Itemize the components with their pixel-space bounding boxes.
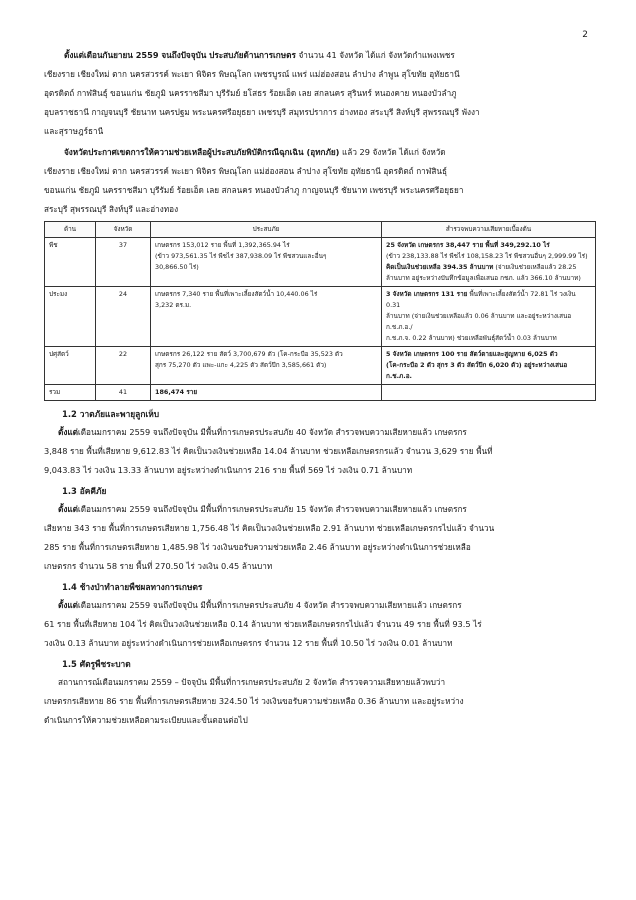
intro-text: อุบลราชธานี กาญจนบุรี ชัยนาท นครปฐม พระนครศรีอยุธยา เพชรบุรี สมุทรปราการ อ่างทอง สระบุรี สิงห์บุรี สุพรรณบุรี พังงา: [44, 107, 480, 117]
section-text: เสียหาย 343 ราย พื้นที่การเกษตรเสียหาย 1,756.48 ไร่ คิดเป็นวงเงินช่วยเหลือ 2.91 ล้านบาท ช่วยเหลือเกษตรกรไปแล้ว จำนวน: [44, 523, 495, 533]
intro-text: และสุราษฎร์ธานี: [44, 126, 104, 136]
row-category: ประมง: [45, 287, 96, 347]
affected-line: เกษตรกร 26,122 ราย สัตว์ 3,700,679 ตัว (โค-กระบือ 35,523 ตัว: [155, 350, 343, 358]
intro-paragraph-1: [44, 46, 596, 141]
intro-lead-2: จังหวัดประกาศเขตการให้ความช่วยเหลือผู้ประสบภัยพิบัติกรณีฉุกเฉิน (อุทกภัย): [64, 147, 340, 157]
survey-bold: คิดเป็นเงินช่วยเหลือ 394.35 ล้านบาท: [386, 263, 494, 271]
row-provinces: 22: [96, 347, 151, 385]
intro-paragraph-2: [44, 143, 596, 219]
intro-text: อุตรดิตถ์ กาฬสินธุ์ ขอนแก่น ชัยภูมิ นครราชสีมา บุรีรัมย์ ยโสธร ร้อยเอ็ด เลย สกลนคร สุรินทร์ หนองคาย หนองบัวลำภู: [44, 88, 457, 98]
header-provinces: จังหวัด: [96, 222, 151, 238]
survey-line: พื้นที่เพาะเลี้ยงสัตว์น้ำ 72.81 ไร่ วงเงิน 0.31: [386, 290, 576, 309]
survey-bold: 25 จังหวัด เกษตรกร 38,447 ราย พื้นที่ 349,292.10 ไร่: [386, 241, 550, 249]
section-heading-1-4: 1.4 ช้างป่าทำลายพืชผลทางการเกษตร: [62, 582, 203, 592]
survey-bold: 5 จังหวัด เกษตรกร 100 ราย สัตว์ตายและสูญหาย 6,025 ตัว: [386, 350, 558, 358]
row-provinces: 37: [96, 238, 151, 287]
total-survey-empty: [382, 385, 596, 401]
row-affected: [151, 287, 382, 347]
intro-text: ขอนแก่น ชัยภูมิ นครราชสีมา บุรีรัมย์ ร้อยเอ็ด เลย สกลนคร หนองบัวลำภู กาญจนบุรี ชัยนาท เพชรบุรี พระนครศรีอยุธยา: [44, 185, 464, 195]
section-text: เกษตรกร จำนวน 58 ราย พื้นที่ 270.50 ไร่ วงเงิน 0.45 ล้านบาท: [44, 561, 273, 571]
table-header-row: [45, 222, 596, 238]
intro-text: สระบุรี สุพรรณบุรี สิงห์บุรี และอ่างทอง: [44, 204, 179, 214]
row-survey: [382, 287, 596, 347]
row-category: ปศุสัตว์: [45, 347, 96, 385]
section-heading-1-5: 1.5 ศัตรูพืชระบาด: [62, 659, 131, 669]
row-provinces: 24: [96, 287, 151, 347]
section-paragraph-1-2: [44, 423, 596, 480]
row-survey: [382, 347, 596, 385]
section-text: 61 ราย พื้นที่เสียหาย 104 ไร่ คิดเป็นวงเงินช่วยเหลือ 0.14 ล้านบาท ช่วยเหลือเกษตรกรไปแล้ว จำนวน 49 ราย พื้นที่ 93.5 ไร่: [44, 619, 482, 629]
total-label: รวม: [45, 385, 96, 401]
affected-line: เกษตรกร 7,340 ราย พื้นที่เพาะเลี้ยงสัตว์น้ำ 10,440.06 ไร่: [155, 290, 318, 298]
table-row: [45, 287, 596, 347]
intro-text: แล้ว 29 จังหวัด ได้แก่ จังหวัด: [339, 147, 446, 157]
section-text: เดือนมกราคม 2559 จนถึงปัจจุบัน มีพื้นที่การเกษตรประสบภัย 4 จังหวัด สำรวจพบความเสียหายแล้ว เกษตรกร: [77, 600, 462, 610]
section-paragraph-1-5: [44, 673, 596, 730]
intro-text: เชียงราย เชียงใหม่ ตาก นครสวรรค์ พะเยา พิจิตร พิษณุโลก เพชรบูรณ์ แพร่ แม่ฮ่องสอน ลำปาง ลำพูน สุโขทัย อุทัยธานี: [44, 69, 460, 79]
affected-line: สุกร 75,270 ตัว แพะ-แกะ 4,225 ตัว สัตว์ปีก 3,585,661 ตัว): [155, 361, 327, 369]
survey-line: ล้านบาท (จ่ายเงินช่วยเหลือแล้ว 0.06 ล้านบาท และอยู่ระหว่างเสนอ ก.ช.ภ.อ./: [386, 312, 572, 331]
affected-line: 30,866.50 ไร่): [155, 263, 199, 271]
total-affected: 186,474 ราย: [151, 385, 382, 401]
intro-text: เชียงราย เชียงใหม่ ตาก นครสวรรค์ พะเยา พิจิตร พิษณุโลก แม่ฮ่องสอน ลำปาง สุโขทัย อุทัยธานี อุตรดิตถ์ กาฬสินธุ์: [44, 166, 447, 176]
survey-line: (จ่ายเงินช่วยเหลือแล้ว 28.25: [493, 263, 577, 271]
section-text: เกษตรกรเสียหาย 86 ราย พื้นที่การเกษตรเสียหาย 324.50 ไร่ วงเงินขอรับความช่วยเหลือ 0.36 ล้านบาท และอยู่ระหว่าง: [44, 696, 464, 706]
survey-line: (ข้าว 238,133.88 ไร่ พืชไร่ 108,158.23 ไร่ พืชสวนอื่นๆ 2,999.99 ไร่): [386, 252, 588, 260]
section-heading-1-2: 1.2 วาตภัยและพายุลูกเห็บ: [62, 409, 160, 419]
table-total-row: [45, 385, 596, 401]
document-body: [44, 46, 596, 730]
row-affected: [151, 347, 382, 385]
section-text: 285 ราย พื้นที่การเกษตรเสียหาย 1,485.98 ไร่ วงเงินขอรับความช่วยเหลือ 2.46 ล้านบาท อยู่ระหว่างดำเนินการช่วยเหลือ: [44, 542, 471, 552]
row-category: พืช: [45, 238, 96, 287]
intro-text: จำนวน 41 จังหวัด ได้แก่ จังหวัดกำแพงเพชร: [295, 50, 455, 60]
row-survey: [382, 238, 596, 287]
section-lead: ตั้งแต่: [58, 504, 78, 514]
section-paragraph-1-3: [44, 500, 596, 576]
affected-line: เกษตรกร 153,012 ราย พื้นที่ 1,392,365.94 ไร่: [155, 241, 290, 249]
header-affected: ประสบภัย: [151, 222, 382, 238]
section-text: 9,043.83 ไร่ วงเงิน 13.33 ล้านบาท อยู่ระหว่างดำเนินการ 216 ราย พื้นที่ 569 ไร่ วงเงิน 0.71 ล้านบาท: [44, 465, 413, 475]
section-text: เดือนมกราคม 2559 จนถึงปัจจุบัน มีพื้นที่การเกษตรประสบภัย 40 จังหวัด สำรวจพบความเสียหายแล้ว เกษตรกร: [77, 427, 467, 437]
row-affected: [151, 238, 382, 287]
table-row: [45, 347, 596, 385]
header-category: ด้าน: [45, 222, 96, 238]
table-row: [45, 238, 596, 287]
section-text: สถานการณ์เดือนมกราคม 2559 – ปัจจุบัน มีพื้นที่การเกษตรประสบภัย 2 จังหวัด สำรวจความเสียหายแล้วพบว่า: [58, 677, 446, 687]
section-paragraph-1-4: [44, 596, 596, 653]
survey-bold: (โค-กระบือ 2 ตัว สุกร 3 ตัว สัตว์ปีก 6,020 ตัว) อยู่ระหว่างเสนอ ก.ช.ภ.อ.: [386, 361, 568, 380]
affected-line: (ข้าว 973,561.35 ไร่ พืชไร่ 387,938.09 ไร่ พืชสวนและอื่นๆ: [155, 252, 327, 260]
total-provinces: 41: [96, 385, 151, 401]
section-text: 3,848 ราย พื้นที่เสียหาย 9,612.83 ไร่ คิดเป็นวงเงินช่วยเหลือ 14.04 ล้านบาท ช่วยเหลือเกษตรกรแล้ว จำนวน 3,629 ราย พื้นที่: [44, 446, 493, 456]
page-number: 2: [582, 30, 588, 40]
intro-lead-1: ตั้งแต่เดือนกันยายน 2559 จนถึงปัจจุบัน ประสบภัยด้านการเกษตร: [64, 50, 296, 60]
section-text: เดือนมกราคม 2559 จนถึงปัจจุบัน มีพื้นที่การเกษตรประสบภัย 15 จังหวัด สำรวจพบความเสียหายแล้ว เกษตรกร: [77, 504, 467, 514]
section-heading-1-3: 1.3 อัคคีภัย: [62, 486, 107, 496]
damage-table: [44, 221, 596, 401]
survey-line: ก.ช.ภ.จ. 0.22 ล้านบาท) ช่วยเหลือพันธุ์สัตว์น้ำ 0.03 ล้านบาท: [386, 334, 557, 342]
section-lead: ตั้งแต่: [58, 427, 78, 437]
survey-line: ล้านบาท อยู่ระหว่างบันทึกข้อมูลเพื่อเสนอ กชภ. แล้ว 366.10 ล้านบาท): [386, 274, 581, 282]
affected-line: 3,232 ตร.ม.: [155, 301, 192, 309]
survey-bold: 3 จังหวัด เกษตรกร 131 ราย: [386, 290, 468, 298]
section-text: ดำเนินการให้ความช่วยเหลือตามระเบียบและขั้นตอนต่อไป: [44, 715, 248, 725]
header-survey: สำรวจพบความเสียหายเบื้องต้น: [382, 222, 596, 238]
section-text: วงเงิน 0.13 ล้านบาท อยู่ระหว่างดำเนินการช่วยเหลือเกษตรกร จำนวน 12 ราย พื้นที่ 10.50 ไร่ วงเงิน 0.01 ล้านบาท: [44, 638, 453, 648]
section-lead: ตั้งแต่: [58, 600, 78, 610]
